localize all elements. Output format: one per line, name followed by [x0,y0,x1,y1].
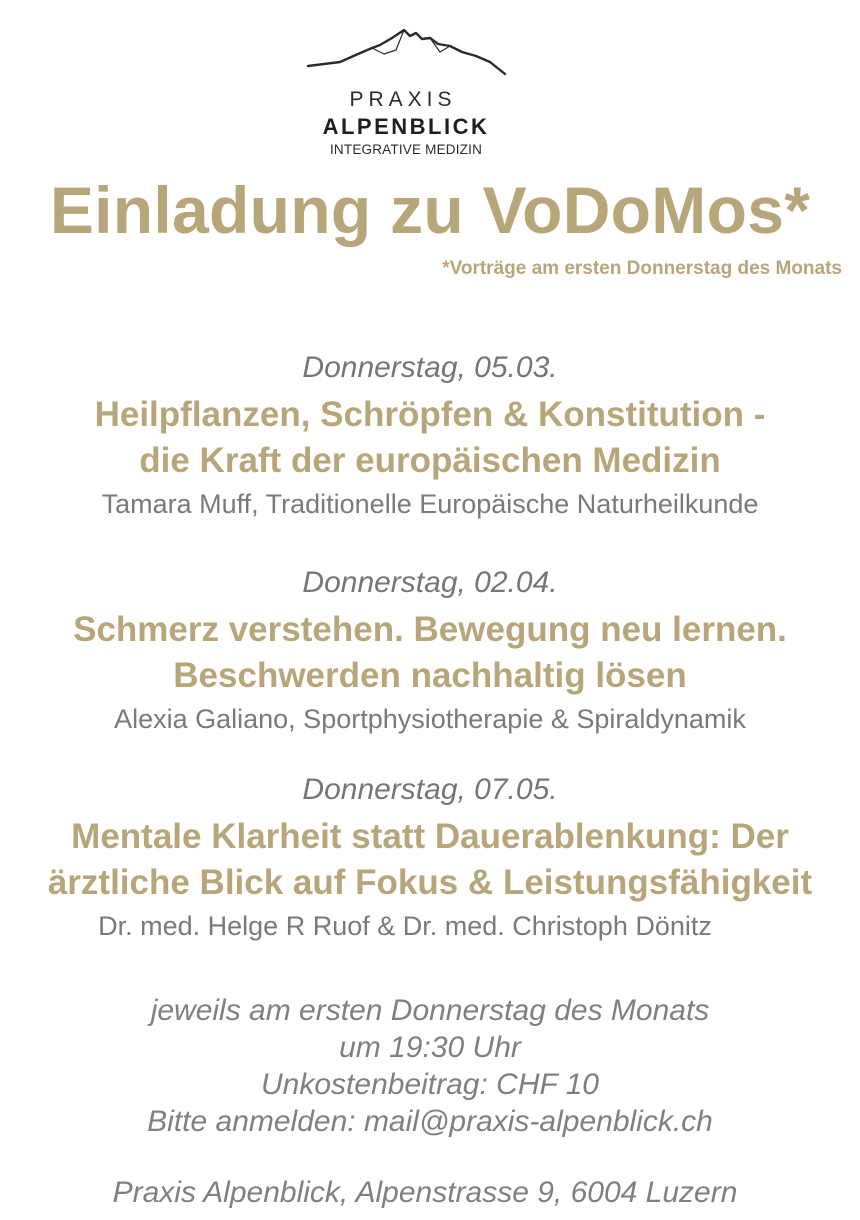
info-registration: Bitte anmelden: mail@praxis-alpenblick.ch [147,1105,713,1138]
event-topic-line2: ärztliche Blick auf Fokus & Leistungsfähigkeit [47,863,813,902]
info-time: um 19:30 Uhr [339,1031,521,1064]
logo-praxis-text: PRAXIS [349,88,457,111]
event-date: Donnerstag, 05.03. [302,351,558,384]
logo-subtitle-text: INTEGRATIVE MEDIZIN [329,142,483,157]
event-date: Donnerstag, 07.05. [302,773,558,806]
practice-address: Praxis Alpenblick, Alpenstrasse 9, 6004 Luzern [112,1176,738,1209]
event-3 [0,770,860,944]
event-1 [0,348,860,522]
event-topic-line2: Beschwerden nachhaltig lösen [173,656,687,695]
info-fee: Unkostenbeitrag: CHF 10 [261,1068,599,1101]
page-title: Einladung zu VoDoMos* [49,173,811,247]
event-speaker: Tamara Muff, Traditionelle Europäische Naturheilkunde [101,489,759,519]
event-date: Donnerstag, 02.04. [302,566,558,599]
page-subtitle: *Vorträge am ersten Donnerstag des Monats [442,258,842,279]
info-schedule: jeweils am ersten Donnerstag des Monats [150,994,710,1027]
event-topic-line2: die Kraft der europäischen Medizin [139,441,721,480]
mountain-icon [300,24,510,84]
logo-name-text: ALPENBLICK [322,114,490,139]
event-speaker: Alexia Galiano, Sportphysiotherapie & Spiraldynamik [114,704,746,734]
event-speaker: Dr. med. Helge R Ruof & Dr. med. Christoph Dönitz [98,911,712,941]
event-info [0,992,860,1140]
event-topic-line1: Schmerz verstehen. Bewegung neu lernen. [73,610,787,649]
event-2 [0,563,860,737]
praxis-logo [300,24,510,157]
event-topic-line1: Heilpflanzen, Schröpfen & Konstitution - [94,395,766,434]
event-topic-line1: Mentale Klarheit statt Dauerablenkung: Der [71,817,789,856]
